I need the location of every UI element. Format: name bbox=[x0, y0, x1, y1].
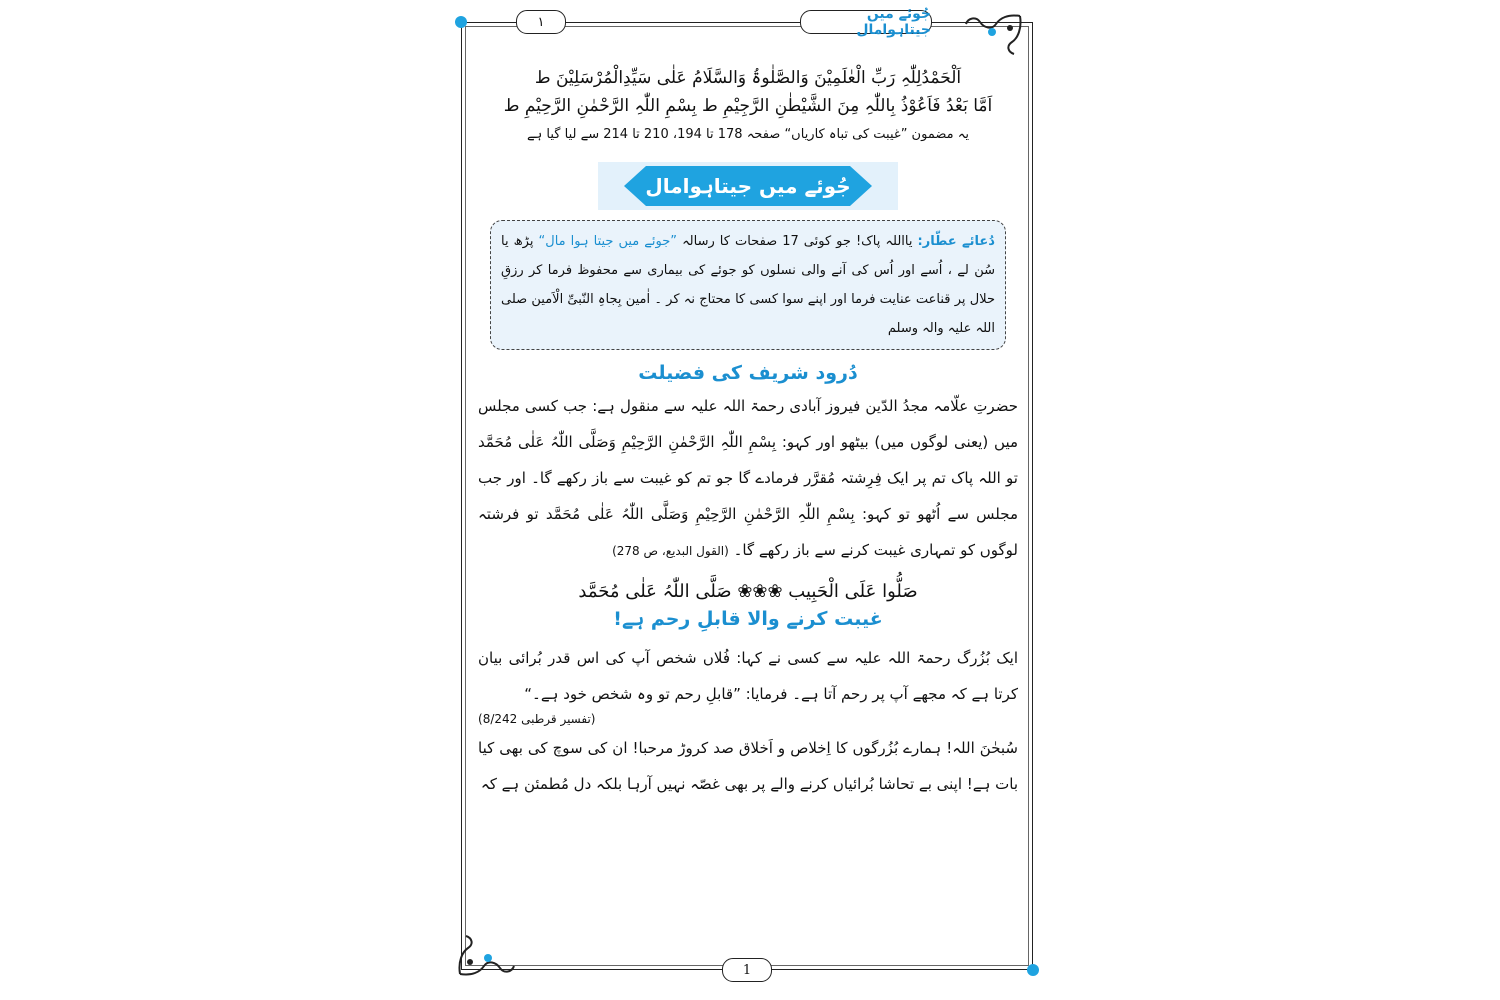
section-heading-durood: دُرود شریف کی فضیلت bbox=[638, 362, 858, 384]
dua-label: دُعائے عطّار: bbox=[917, 234, 995, 249]
section-paragraph-ghibat: ایک بُزُرگ رحمۃ اللہ علیہ سے کسی نے کہا: فُلاں شخص آپ کی اس قدر بُرائی بیان کرتا ہے کہ مجھے آپ پر رحم آتا ہے۔ فرمایا: ”قابلِ رحم تو وہ شخص خود ہے۔“ bbox=[478, 649, 1018, 703]
page-number-bottom: 1 bbox=[722, 958, 772, 982]
durood-text: حضرتِ علّامہ مجدُ الدّین فیروز آبادی رحمۃ اللہ علیہ سے منقول ہے: جب کسی مجلس میں (یعنی لوگوں میں) بیٹھو اور کہو: بِسْمِ اللّٰہِ الرَّحْمٰنِ الرَّحِیْمِ وَصَلَّی اللّٰہُ عَلٰی مُحَمَّد تو اللہ پاک تم پر ایک فِرِشتہ مُقرَّر فرمادے گا جو تم کو غیبت سے باز رکھے گا۔ اور جب مجلس سے اُٹھو تو کہو: بِسْمِ اللّٰہِ الرَّحْمٰنِ الرَّحِیْمِ وَصَلَّی اللّٰہُ عَلٰی مُحَمَّد تو فرشتہ لوگوں کو تمہاری غیبت کرنے سے باز رکھے گا۔ bbox=[478, 397, 1018, 559]
corner-dot-top-left bbox=[455, 16, 467, 28]
opening-line-1: اَلْحَمْدُلِلّٰہِ رَبِّ الْعٰلَمِیْنَ وَالصَّلٰوۃُ وَالسَّلَامُ عَلٰی سَیِّدِالْمُرْسَلِیْنَ ط bbox=[534, 68, 962, 88]
page-number-top: ١ bbox=[516, 10, 566, 34]
dua-text-part-1: یااللہ پاک! جو کوئی 17 صفحات کا رسالہ bbox=[682, 234, 913, 249]
section-heading-ghibat: غیبت کرنے والا قابلِ رحم ہے! bbox=[613, 608, 883, 630]
running-header-title: جُوئے میں جیتاہوامال bbox=[800, 10, 932, 34]
corner-dot-bottom-right bbox=[1027, 964, 1039, 976]
title-banner bbox=[598, 160, 898, 212]
dua-highlight: ”جوئے میں جیتا ہوا مال“ bbox=[538, 234, 678, 249]
page-content bbox=[478, 64, 1018, 802]
section-paragraph-subhanallah: سُبحٰنَ اللہ! ہمارے بُزُرگوں کا اِخلاص و اَخلاق صد کروڑ مرحبا! ان کی سوچ کی بھی کیا بات ہے! اپنی بے تحاشا بُرائیاں کرنے والے پر بھی غصّہ نہیں آرہا بلکہ دل مُطمئن ہے کہ bbox=[478, 739, 1018, 793]
durood-reference: (القول البدیع، ص 278) bbox=[612, 544, 729, 558]
corner-ornament-top-right-icon bbox=[962, 12, 1022, 56]
dua-box bbox=[490, 220, 1006, 350]
ghibat-reference: (تفسیر قرطبی 8/242) bbox=[478, 712, 596, 726]
dua-text-part-2: پڑھ یا سُن لے ، اُسے اور اُس کی آنے والی نسلوں کو جوئے کی بیماری سے محفوظ فرما کر رزقِ حلال پر قناعت عنایت فرما اور اپنے سوا کسی کا محتاج نہ کر ۔ اٰمین بِجاہِ النّبیِّ الْاَمین صلی اللہ علیہ والہ وسلم bbox=[501, 234, 995, 336]
salawat-line: صَلُّوا عَلَی الْحَبِیب ❀❀❀ صَلَّی اللّٰہُ عَلٰی مُحَمَّد bbox=[578, 581, 918, 602]
source-note: یہ مضمون ”غیبت کی تباہ کاریاں“ صفحہ 178 تا 194، 210 تا 214 سے لیا گیا ہے bbox=[527, 127, 969, 142]
banner-title: جُوئے میں جیتاہوامال bbox=[645, 174, 851, 198]
section-paragraph-durood bbox=[478, 388, 1018, 569]
opening-line-2: اَمَّا بَعْدُ فَاَعُوْذُ بِاللّٰہِ مِنَ الشَّیْطٰنِ الرَّجِیْمِ ط بِسْمِ اللّٰہِ الرَّحْمٰنِ الرَّحِیْمِ ط bbox=[503, 96, 993, 116]
corner-ornament-bottom-left-icon bbox=[458, 934, 518, 978]
